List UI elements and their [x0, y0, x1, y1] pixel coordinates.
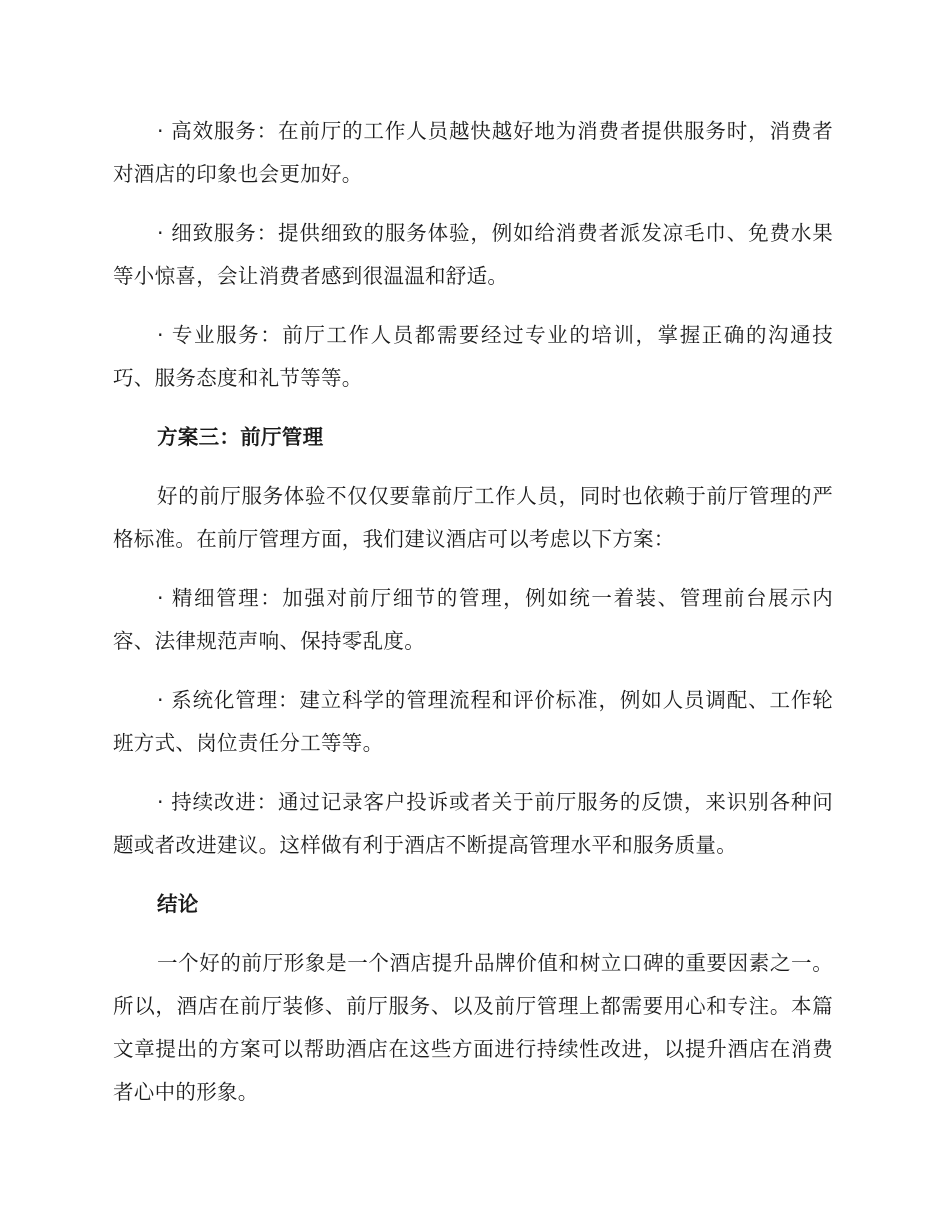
conclusion-paragraph: 一个好的前厅形象是一个酒店提升品牌价值和树立口碑的重要因素之一。所以，酒店在前厅装修、前厅服务、以及前厅管理上都需要用心和专注。本篇文章提出的方案可以帮助酒店在这些方面进行持续性改进，以提升酒店在消费者心中的形象。 — [113, 951, 833, 1104]
plan-three-intro: 好的前厅服务体验不仅仅要靠前厅工作人员，同时也依赖于前厅管理的严格标准。在前厅管理方面，我们建议酒店可以考虑以下方案： — [113, 484, 833, 551]
bullet-professional-service: · 专业服务：前厅工作人员都需要经过专业的培训，掌握正确的沟通技巧、服务态度和礼节等等。 — [113, 323, 833, 390]
document-page — [113, 110, 833, 1130]
bullet-detailed-service: · 细致服务：提供细致的服务体验，例如给消费者派发凉毛巾、免费水果等小惊喜，会让消费者感到很温温和舒适。 — [113, 221, 833, 288]
bullet-continuous-improvement: · 持续改进：通过记录客户投诉或者关于前厅服务的反馈，来识别各种问题或者改进建议。这样做有利于酒店不断提高管理水平和服务质量。 — [113, 790, 833, 857]
bullet-systematic-management: · 系统化管理：建立科学的管理流程和评价标准，例如人员调配、工作轮班方式、岗位责任分工等等。 — [113, 688, 833, 755]
bullet-fine-management: · 精细管理：加强对前厅细节的管理，例如统一着装、管理前台展示内容、法律规范声响、保持零乱度。 — [113, 586, 833, 653]
bullet-efficient-service: · 高效服务：在前厅的工作人员越快越好地为消费者提供服务时，消费者对酒店的印象也会更加好。 — [113, 119, 833, 186]
section-heading-plan-three: 方案三：前厅管理 — [157, 425, 324, 449]
section-heading-conclusion: 结论 — [157, 892, 199, 916]
